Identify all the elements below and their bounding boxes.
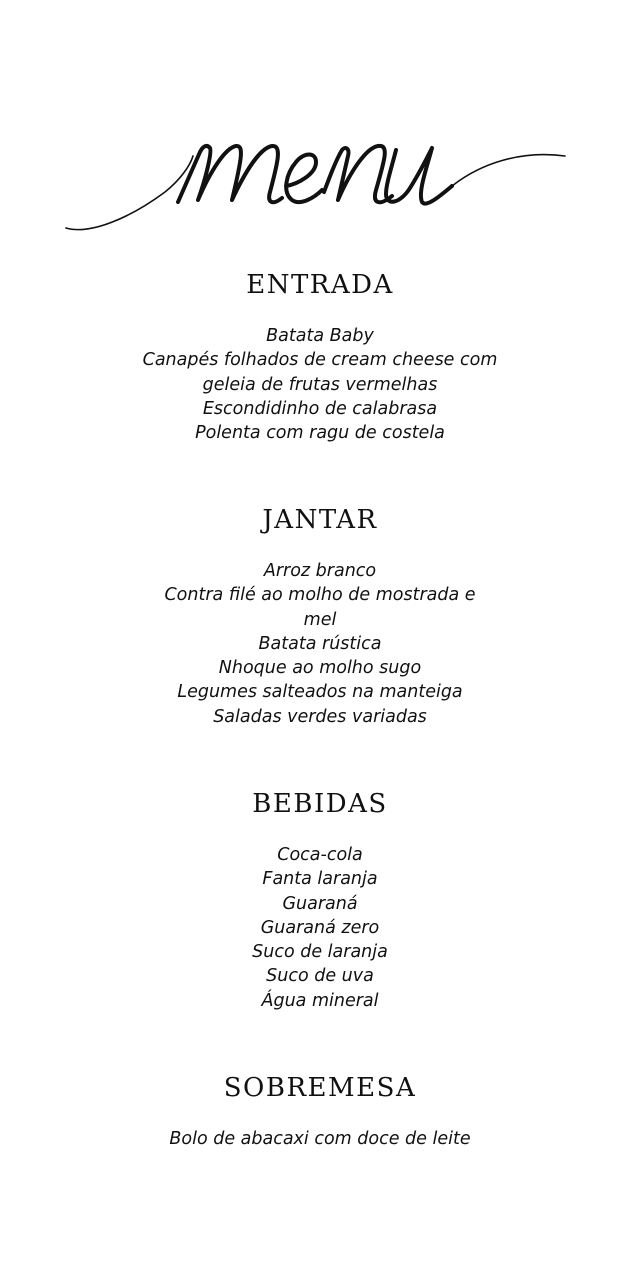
section-entrada (0, 268, 640, 445)
menu-item: Nhoque ao molho sugo (218, 658, 422, 679)
menu-item: Batata rústica (258, 633, 382, 654)
menu-item: Suco de laranja (252, 942, 388, 963)
menu-item: Legumes salteados na manteiga (177, 682, 463, 703)
menu-item: Polenta com ragu de costela (195, 423, 445, 444)
menu-item: Água mineral (261, 990, 379, 1011)
menu-item: Coca-cola (277, 845, 363, 865)
menu-script-title (60, 100, 580, 250)
menu-item: Saladas verdes variadas (213, 706, 427, 727)
section-heading-entrada: ENTRADA (246, 270, 394, 300)
section-heading-jantar: JANTAR (262, 505, 378, 535)
menu-script-lettering (60, 100, 580, 250)
menu-item: Guaraná zero (260, 917, 380, 938)
menu-item: Contra filé ao molho de mostrada e (164, 585, 476, 606)
menu-item: Batata Baby (266, 326, 374, 346)
section-bebidas (0, 787, 640, 1013)
menu-item: Guaraná (282, 893, 358, 914)
section-jantar-items (0, 559, 640, 729)
menu-item: geleia de frutas vermelhas (202, 374, 438, 395)
menu-item: Bolo de abacaxi com doce de leite (169, 1129, 471, 1149)
menu-item: Arroz branco (263, 561, 377, 581)
menu-item: Escondidinho de calabrasa (202, 398, 438, 419)
menu-item: mel (303, 609, 337, 630)
section-sobremesa (0, 1071, 640, 1151)
section-sobremesa-items (0, 1127, 640, 1151)
section-heading-sobremesa: SOBREMESA (223, 1073, 417, 1103)
section-entrada-items (0, 324, 640, 445)
section-bebidas-items (0, 843, 640, 1013)
menu-item: Fanta laranja (262, 869, 378, 890)
menu-item: Suco de uva (266, 966, 374, 987)
section-heading-bebidas: BEBIDAS (252, 789, 388, 819)
menu-item: Canapés folhados de cream cheese com (142, 350, 498, 371)
section-jantar (0, 503, 640, 729)
